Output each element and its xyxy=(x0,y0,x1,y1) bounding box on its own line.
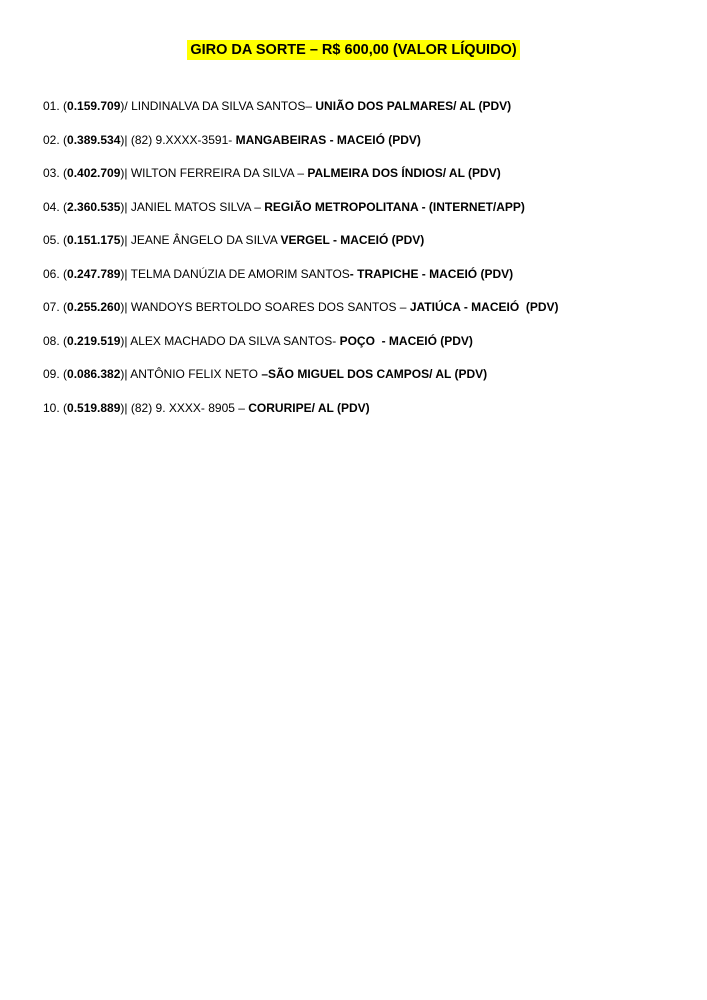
entry-location: –SÃO MIGUEL DOS CAMPOS/ AL (PDV) xyxy=(261,367,488,381)
entry-number: 09. ( xyxy=(43,367,68,381)
entry-code: 0.219.519 xyxy=(67,333,121,348)
entry-code: 0.255.260 xyxy=(67,300,121,314)
entry-number: 10. ( xyxy=(43,400,68,415)
entry-paren: ) xyxy=(120,266,125,281)
entry-location: MANGABEIRAS - MACEIÓ (PDV) xyxy=(235,132,421,147)
entry-name: | TELMA DANÚZIA DE AMORIM SANTOS xyxy=(124,266,350,281)
list-item xyxy=(43,232,698,266)
entry-location: POÇO - MACEIÓ (PDV) xyxy=(339,333,473,348)
winners-list xyxy=(43,98,698,433)
entry-paren: ) xyxy=(120,199,125,214)
entry-code: 0.389.534 xyxy=(67,132,121,147)
entry-paren: ) xyxy=(120,400,125,415)
entry-paren: ) xyxy=(120,132,125,147)
entry-name: | WANDOYS BERTOLDO SOARES DOS SANTOS – xyxy=(124,300,410,314)
list-item xyxy=(43,299,698,333)
list-item xyxy=(43,165,698,199)
entry-location: UNIÃO DOS PALMARES/ AL (PDV) xyxy=(315,99,512,113)
entry-code: 0.159.709 xyxy=(67,99,121,113)
entry-code: 0.519.889 xyxy=(67,400,121,415)
entry-code: 0.247.789 xyxy=(67,266,121,281)
entry-code: 0.402.709 xyxy=(67,166,121,180)
list-item xyxy=(43,266,698,300)
entry-paren: ) xyxy=(120,367,125,381)
entry-name: | ANTÔNIO FELIX NETO xyxy=(124,367,262,381)
entry-name: / LINDINALVA DA SILVA SANTOS– xyxy=(124,99,316,113)
entry-number: 08. ( xyxy=(43,333,68,348)
entry-name: | (82) 9.XXXX-3591- xyxy=(124,132,236,147)
entry-number: 02. ( xyxy=(43,132,68,147)
title-wrapper xyxy=(0,40,707,60)
list-item xyxy=(43,199,698,233)
entry-location: - TRAPICHE - MACEIÓ (PDV) xyxy=(349,266,514,281)
entry-number: 04. ( xyxy=(43,199,68,214)
entry-name: | (82) 9. XXXX- 8905 – xyxy=(124,400,249,415)
document-title: GIRO DA SORTE – R$ 600,00 (VALOR LÍQUIDO) xyxy=(187,40,519,60)
entry-paren: ) xyxy=(120,333,125,348)
entry-name: | JEANE ÂNGELO DA SILVA xyxy=(124,233,281,247)
list-item xyxy=(43,98,698,132)
list-item xyxy=(43,400,698,434)
list-item xyxy=(43,333,698,367)
entry-paren: ) xyxy=(120,99,125,113)
entry-code: 0.151.175 xyxy=(67,233,121,247)
entry-number: 05. ( xyxy=(43,233,68,247)
entry-name: | WILTON FERREIRA DA SILVA – xyxy=(124,166,308,180)
entry-number: 07. ( xyxy=(43,300,68,314)
entry-number: 06. ( xyxy=(43,266,68,281)
list-item xyxy=(43,366,698,400)
entry-number: 01. ( xyxy=(43,99,68,113)
entry-location: CORURIPE/ AL (PDV) xyxy=(248,400,370,415)
entry-location: JATIÚCA - MACEIÓ (PDV) xyxy=(409,300,559,314)
entry-name: | ALEX MACHADO DA SILVA SANTOS- xyxy=(124,333,340,348)
list-item xyxy=(43,132,698,166)
entry-location: VERGEL - MACEIÓ (PDV) xyxy=(280,233,425,247)
entry-paren: ) xyxy=(120,166,125,180)
entry-paren: ) xyxy=(120,233,125,247)
entry-location: REGIÃO METROPOLITANA - (INTERNET/APP) xyxy=(264,199,525,214)
entry-paren: ) xyxy=(120,300,125,314)
entry-number: 03. ( xyxy=(43,166,68,180)
entry-location: PALMEIRA DOS ÍNDIOS/ AL (PDV) xyxy=(307,166,501,180)
entry-name: | JANIEL MATOS SILVA – xyxy=(124,199,265,214)
entry-code: 0.086.382 xyxy=(67,367,121,381)
entry-code: 2.360.535 xyxy=(67,199,121,214)
